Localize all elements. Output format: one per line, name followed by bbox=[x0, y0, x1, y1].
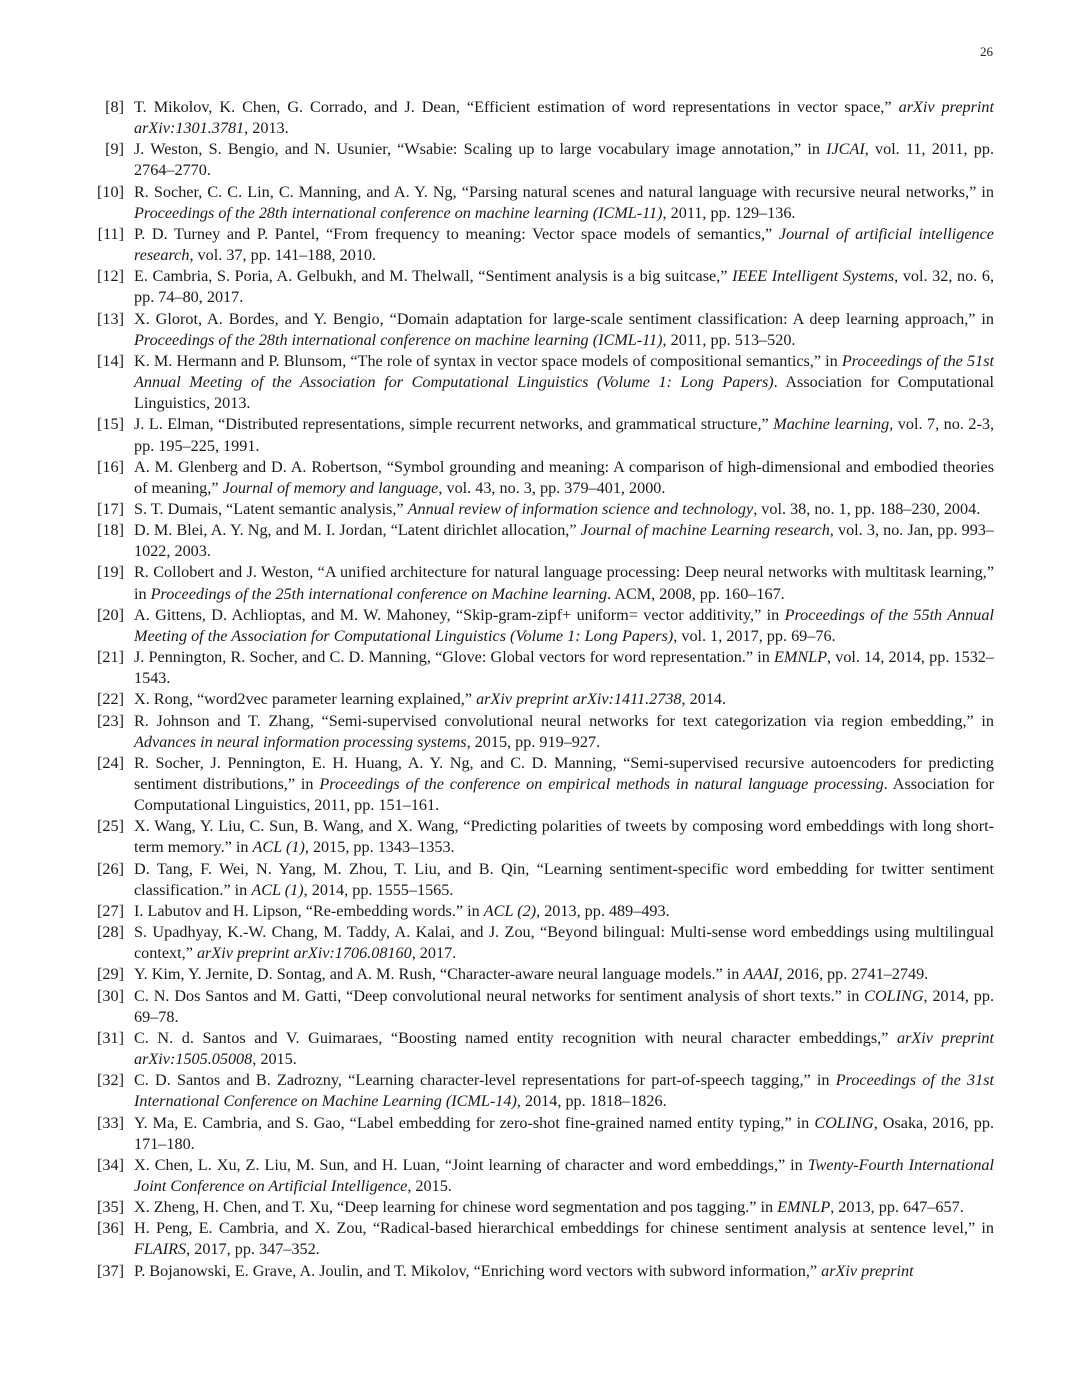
reference-number: [35] bbox=[97, 1198, 124, 1217]
reference-details: , 2014. bbox=[681, 690, 727, 709]
reference-details: , 2015, pp. 919–927. bbox=[466, 732, 601, 751]
reference-number: [8] bbox=[105, 98, 124, 116]
reference-authors-title: I. Labutov and H. Lipson, “Re-embedding words.” in bbox=[134, 901, 484, 920]
reference-authors-title: X. Chen, L. Xu, Z. Liu, M. Sun, and H. Luan, “Joint learning of character and word embeddings,” in bbox=[134, 1155, 808, 1174]
reference-text bbox=[134, 690, 726, 708]
reference-venue: Proceedings of the 28th international conference on machine learning (ICML-11) bbox=[134, 330, 663, 349]
reference-details: , vol. 37, pp. 141–188, 2010. bbox=[189, 246, 377, 265]
reference-details: . Association for Computational Linguistics, 2013. bbox=[134, 373, 994, 413]
reference-venue: COLING bbox=[864, 986, 924, 1005]
reference-details: . ACM, 2008, pp. 160–167. bbox=[607, 584, 785, 603]
reference-authors-title: D. Tang, F. Wei, N. Yang, M. Zhou, T. Liu, and B. Qin, “Learning sentiment-specific word embedding for twitter sentiment classification.” in bbox=[134, 859, 994, 899]
reference-authors-title: R. Johnson and T. Zhang, “Semi-supervised convolutional neural networks for text categorization via region embedding,” in bbox=[134, 711, 994, 730]
reference-authors-title: X. Wang, Y. Liu, C. Sun, B. Wang, and X. Wang, “Predicting polarities of tweets by composing word embeddings with long short-term memory.” in bbox=[134, 817, 994, 857]
reference-details: , vol. 43, no. 3, pp. 379–401, 2000. bbox=[438, 478, 666, 497]
reference-list bbox=[0, 97, 1080, 1282]
reference-venue: arXiv preprint arXiv:1301.3781 bbox=[134, 98, 994, 138]
reference-venue: Journal of memory and language bbox=[222, 478, 439, 497]
reference-venue: Journal of artificial intelligence research bbox=[134, 224, 994, 265]
reference-number: [30] bbox=[97, 986, 124, 1005]
reference-venue: AAAI bbox=[743, 965, 779, 984]
reference-authors-title: S. Upadhyay, K.-W. Chang, M. Taddy, A. Kalai, and J. Zou, “Beyond bilingual: Multi-sense word embeddings using multilingual context,” bbox=[134, 923, 994, 963]
reference-text bbox=[134, 98, 994, 137]
reference-venue: Advances in neural information processing systems bbox=[134, 732, 467, 751]
reference-text bbox=[134, 521, 994, 560]
reference-authors-title: P. D. Turney and P. Pantel, “From frequency to meaning: Vector space models of semantics,” bbox=[134, 224, 779, 243]
reference-authors-title: E. Cambria, S. Poria, A. Gelbukh, and M. Thelwall, “Sentiment analysis is a big suitcase,” bbox=[134, 267, 733, 286]
reference-venue: Proceedings of the conference on empirical methods in natural language processing bbox=[319, 775, 884, 793]
reference-authors-title: X. Zheng, H. Chen, and T. Xu, “Deep learning for chinese word segmentation and pos tagging.” in bbox=[134, 1198, 778, 1217]
reference-item bbox=[0, 1261, 1080, 1282]
reference-authors-title: J. Pennington, R. Socher, and C. D. Manning, “Glove: Global vectors for word representation.” in bbox=[134, 648, 774, 667]
reference-item bbox=[0, 182, 1080, 224]
reference-venue: Proceedings of the 25th international conference on Machine learning bbox=[150, 584, 608, 603]
reference-text bbox=[134, 817, 994, 856]
reference-details: , 2014, pp. 69–78. bbox=[134, 986, 994, 1026]
reference-number: [32] bbox=[97, 1071, 124, 1090]
reference-venue: ACL (1) bbox=[251, 880, 304, 899]
reference-authors-title: K. M. Hermann and P. Blunsom, “The role of syntax in vector space models of compositional semantics,” in bbox=[134, 351, 842, 370]
reference-item bbox=[0, 964, 1080, 985]
reference-venue: COLING bbox=[814, 1113, 874, 1132]
reference-text bbox=[134, 415, 994, 454]
reference-item bbox=[0, 1113, 1080, 1155]
reference-item bbox=[0, 689, 1080, 710]
reference-number: [26] bbox=[97, 859, 124, 878]
reference-venue: arXiv preprint bbox=[821, 1261, 914, 1280]
reference-item bbox=[0, 562, 1080, 604]
reference-venue: ACL (1) bbox=[252, 838, 305, 857]
reference-details: , vol. 1, 2017, pp. 69–76. bbox=[673, 626, 836, 645]
reference-number: [25] bbox=[97, 817, 124, 836]
reference-text bbox=[134, 267, 994, 306]
reference-item bbox=[0, 499, 1080, 520]
reference-number: [18] bbox=[97, 521, 124, 540]
reference-details: , 2017. bbox=[411, 944, 457, 963]
reference-authors-title: C. N. d. Santos and V. Guimaraes, “Boosting named entity recognition with neural character embeddings,” bbox=[134, 1028, 897, 1047]
reference-text bbox=[134, 965, 928, 983]
reference-text bbox=[134, 648, 994, 687]
reference-text bbox=[134, 563, 994, 602]
reference-text bbox=[134, 458, 994, 497]
reference-item bbox=[0, 986, 1080, 1028]
reference-text bbox=[134, 923, 994, 962]
reference-venue: EMNLP bbox=[777, 1198, 831, 1217]
reference-authors-title: J. Weston, S. Bengio, and N. Usunier, “Wsabie: Scaling up to large vocabulary image annotation,” in bbox=[134, 140, 827, 159]
reference-number: [14] bbox=[97, 351, 124, 370]
reference-item bbox=[0, 139, 1080, 181]
reference-details: , 2013, pp. 489–493. bbox=[536, 901, 670, 920]
reference-item bbox=[0, 711, 1080, 753]
reference-text bbox=[134, 500, 980, 518]
reference-details: , vol. 14, 2014, pp. 1532–1543. bbox=[134, 648, 994, 688]
reference-item bbox=[0, 309, 1080, 351]
reference-text bbox=[134, 1262, 914, 1280]
reference-text bbox=[134, 225, 994, 264]
reference-authors-title: H. Peng, E. Cambria, and X. Zou, “Radical-based hierarchical embeddings for chinese sentiment analysis at sentence level,” in bbox=[134, 1219, 994, 1238]
reference-details: , 2013, pp. 647–657. bbox=[830, 1198, 964, 1217]
reference-number: [20] bbox=[97, 605, 124, 624]
reference-number: [24] bbox=[97, 753, 124, 772]
reference-venue: Annual review of information science and technology bbox=[407, 499, 754, 518]
reference-details: , Osaka, 2016, pp. 171–180. bbox=[134, 1113, 994, 1153]
reference-authors-title: P. Bojanowski, E. Grave, A. Joulin, and T. Mikolov, “Enriching word vectors with subword information,” bbox=[134, 1261, 822, 1280]
reference-venue: IEEE Intelligent Systems bbox=[732, 267, 895, 286]
reference-venue: arXiv preprint arXiv:1706.08160 bbox=[196, 944, 412, 963]
reference-venue: Proceedings of the 28th international conference on machine learning (ICML-11) bbox=[134, 203, 663, 222]
reference-authors-title: A. Gittens, D. Achlioptas, and M. W. Mahoney, “Skip-gram-zipf+ uniform= vector additivity,” in bbox=[134, 605, 785, 624]
reference-details: , 2011, pp. 513–520. bbox=[662, 330, 796, 349]
reference-details: , 2011, pp. 129–136. bbox=[662, 203, 796, 222]
reference-venue: Proceedings of the 55th Annual Meeting of the Association for Computational Linguistics (Volume 1: Long Papers) bbox=[134, 605, 994, 645]
reference-venue: Journal of machine Learning research bbox=[580, 521, 830, 540]
reference-details: , 2015. bbox=[252, 1050, 297, 1069]
reference-details: . Association for Computational Linguistics, 2011, pp. 151–161. bbox=[134, 775, 994, 815]
reference-item bbox=[0, 351, 1080, 414]
reference-text bbox=[134, 1156, 994, 1195]
reference-details: , 2017, pp. 347–352. bbox=[186, 1240, 320, 1259]
reference-text bbox=[134, 1219, 994, 1258]
reference-item bbox=[0, 1155, 1080, 1197]
reference-text bbox=[134, 606, 994, 645]
reference-details: , 2015. bbox=[407, 1176, 452, 1195]
reference-details: , 2016, pp. 2741–2749. bbox=[778, 965, 929, 984]
reference-item bbox=[0, 224, 1080, 266]
reference-item bbox=[0, 816, 1080, 858]
reference-number: [36] bbox=[97, 1219, 124, 1238]
reference-number: [31] bbox=[97, 1028, 124, 1047]
reference-item bbox=[0, 605, 1080, 647]
reference-item bbox=[0, 901, 1080, 922]
reference-text bbox=[134, 860, 994, 899]
reference-authors-title: J. L. Elman, “Distributed representations, simple recurrent networks, and grammatical structure,” bbox=[134, 415, 774, 434]
reference-item bbox=[0, 922, 1080, 964]
reference-authors-title: Y. Ma, E. Cambria, and S. Gao, “Label embedding for zero-shot fine-grained named entity typing,” in bbox=[134, 1113, 815, 1132]
reference-number: [33] bbox=[97, 1113, 124, 1132]
reference-text bbox=[134, 140, 994, 179]
reference-number: [22] bbox=[97, 690, 124, 709]
reference-number: [15] bbox=[97, 415, 124, 434]
reference-venue: IJCAI bbox=[826, 140, 865, 159]
reference-venue: Proceedings of the 31st International Conference on Machine Learning (ICML-14) bbox=[134, 1071, 994, 1111]
reference-text bbox=[134, 1114, 994, 1153]
reference-number: [19] bbox=[97, 563, 124, 582]
reference-text bbox=[134, 902, 670, 920]
reference-item bbox=[0, 457, 1080, 499]
reference-venue: Machine learning bbox=[773, 415, 890, 434]
reference-text bbox=[134, 712, 994, 751]
page-number: 26 bbox=[980, 44, 993, 59]
reference-text bbox=[134, 310, 994, 349]
reference-number: [17] bbox=[97, 499, 124, 518]
reference-number: [27] bbox=[97, 901, 124, 920]
reference-details: , vol. 11, 2011, pp. 2764–2770. bbox=[134, 140, 994, 180]
reference-details: , 2014, pp. 1555–1565. bbox=[303, 880, 454, 899]
reference-details: , 2013. bbox=[244, 119, 289, 138]
reference-text bbox=[134, 1198, 964, 1216]
reference-authors-title: A. M. Glenberg and D. A. Robertson, “Symbol grounding and meaning: A comparison of high-dimensional and embodied theories of meaning,” bbox=[134, 457, 994, 497]
reference-text bbox=[134, 1071, 994, 1110]
reference-number: [9] bbox=[105, 140, 124, 159]
reference-authors-title: R. Socher, C. C. Lin, C. Manning, and A. Y. Ng, “Parsing natural scenes and natural language with recursive neural networks,” in bbox=[134, 182, 994, 201]
reference-text bbox=[134, 352, 994, 412]
reference-number: [37] bbox=[97, 1261, 124, 1280]
reference-venue: ACL (2) bbox=[483, 901, 537, 920]
reference-authors-title: T. Mikolov, K. Chen, G. Corrado, and J. Dean, “Efficient estimation of word representations in vector space,” bbox=[134, 98, 899, 116]
reference-details: , vol. 7, no. 2-3, pp. 195–225, 1991. bbox=[134, 415, 994, 455]
reference-details: , vol. 32, no. 6, pp. 74–80, 2017. bbox=[134, 267, 995, 307]
reference-text bbox=[134, 183, 994, 222]
reference-number: [34] bbox=[97, 1155, 124, 1174]
reference-authors-title: Y. Kim, Y. Jernite, D. Sontag, and A. M. Rush, “Character-aware neural language models.” in bbox=[134, 965, 744, 984]
reference-item bbox=[0, 520, 1080, 562]
reference-item bbox=[0, 1218, 1080, 1260]
reference-item bbox=[0, 414, 1080, 456]
reference-details: , vol. 3, no. Jan, pp. 993–1022, 2003. bbox=[134, 521, 994, 561]
reference-venue: EMNLP bbox=[773, 648, 828, 667]
reference-item bbox=[0, 97, 1080, 139]
reference-details: , 2015, pp. 1343–1353. bbox=[304, 838, 455, 857]
reference-authors-title: S. T. Dumais, “Latent semantic analysis,” bbox=[134, 499, 408, 518]
reference-number: [28] bbox=[97, 923, 124, 942]
reference-venue: arXiv preprint arXiv:1411.2738 bbox=[476, 690, 682, 709]
reference-text bbox=[134, 987, 994, 1026]
reference-details: , vol. 38, no. 1, pp. 188–230, 2004. bbox=[753, 499, 981, 518]
reference-authors-title: R. Socher, J. Pennington, E. H. Huang, A. Y. Ng, and C. D. Manning, “Semi-supervised recursive autoencoders for predicting sentiment distributions,” in bbox=[134, 753, 994, 793]
reference-number: [11] bbox=[97, 224, 124, 243]
reference-item bbox=[0, 1070, 1080, 1112]
reference-authors-title: C. N. Dos Santos and M. Gatti, “Deep convolutional neural networks for sentiment analysis of short texts.” in bbox=[134, 986, 865, 1005]
reference-number: [12] bbox=[97, 267, 124, 286]
reference-number: [13] bbox=[97, 309, 124, 328]
reference-venue: FLAIRS bbox=[134, 1240, 187, 1259]
reference-authors-title: C. D. Santos and B. Zadrozny, “Learning character-level representations for part-of-speech tagging,” in bbox=[134, 1071, 836, 1090]
reference-number: [21] bbox=[97, 648, 124, 667]
reference-number: [23] bbox=[97, 711, 124, 730]
reference-text bbox=[134, 1029, 994, 1068]
reference-venue: Proceedings of the 51st Annual Meeting of the Association for Computational Linguistics (Volume 1: Long Papers) bbox=[134, 351, 994, 392]
reference-item bbox=[0, 859, 1080, 901]
reference-item bbox=[0, 647, 1080, 689]
reference-authors-title: X. Rong, “word2vec parameter learning explained,” bbox=[134, 690, 477, 709]
reference-venue: Twenty-Fourth International Joint Conference on Artificial Intelligence bbox=[134, 1155, 995, 1195]
reference-authors-title: D. M. Blei, A. Y. Ng, and M. I. Jordan, “Latent dirichlet allocation,” bbox=[134, 521, 581, 540]
reference-item bbox=[0, 266, 1080, 308]
reference-number: [10] bbox=[97, 182, 124, 201]
reference-item bbox=[0, 1197, 1080, 1218]
reference-text bbox=[134, 754, 994, 814]
reference-venue: arXiv preprint arXiv:1505.05008 bbox=[134, 1028, 994, 1069]
reference-details: , 2014, pp. 1818–1826. bbox=[516, 1092, 667, 1111]
reference-item bbox=[0, 1028, 1080, 1070]
reference-item bbox=[0, 753, 1080, 816]
reference-authors-title: X. Glorot, A. Bordes, and Y. Bengio, “Domain adaptation for large-scale sentiment classification: A deep learning approach,” in bbox=[134, 309, 994, 328]
reference-number: [16] bbox=[97, 457, 124, 476]
reference-number: [29] bbox=[97, 965, 124, 984]
reference-authors-title: R. Collobert and J. Weston, “A unified architecture for natural language processing: Deep neural networks with multitask learning,” in bbox=[134, 563, 994, 603]
